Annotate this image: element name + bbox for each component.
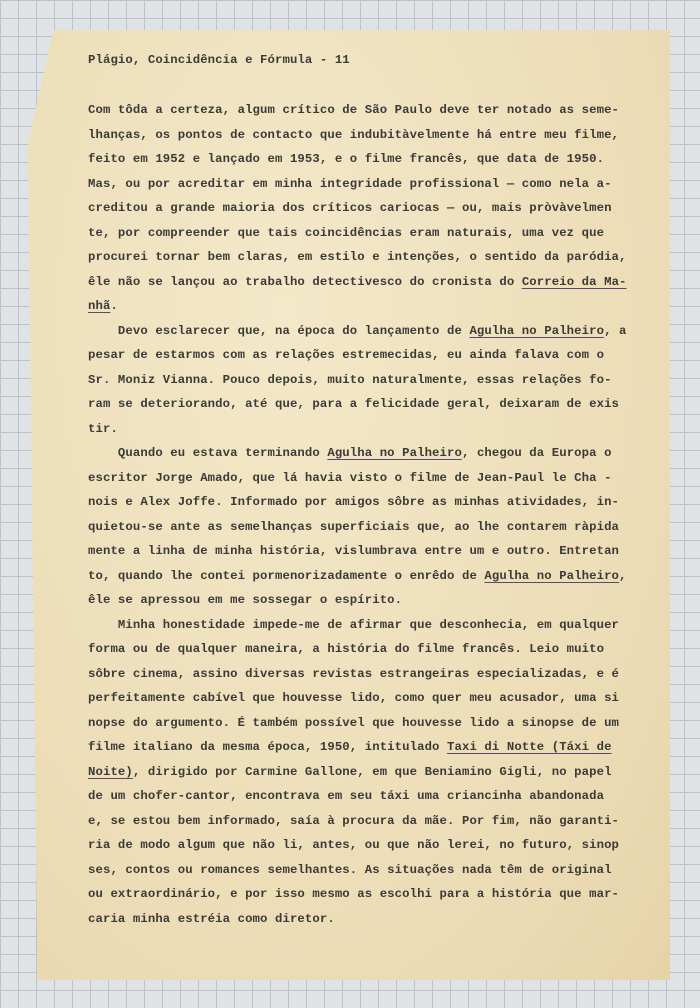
text-segment: . (110, 299, 118, 313)
text-line (88, 319, 640, 344)
text-line (88, 368, 640, 393)
text-segment: e, se estou bem informado, saía à procura da mãe. Por fim, não garanti- (88, 813, 620, 828)
underlined-title: Agulha no Palheiro (484, 568, 620, 583)
text-line (88, 417, 640, 442)
text-line (88, 588, 640, 613)
text-line (88, 441, 640, 466)
text-line (88, 221, 640, 246)
text-segment: pesar de estarmos com as relações estremecidas, eu ainda falava com o (88, 348, 605, 362)
text-segment: Sr. Moniz Vianna. Pouco depois, muito naturalmente, essas relações fo- (88, 372, 612, 387)
text-segment: ram se deteriorando, até que, para a felicidade geral, deixaram de exis (88, 397, 620, 411)
text-segment: de um chofer-cantor, encontrava em seu táxi uma criancinha abandonada (88, 789, 605, 803)
text-line (88, 882, 640, 907)
text-line (88, 784, 640, 809)
text-line (88, 98, 640, 123)
text-line (88, 686, 640, 711)
text-segment: te, por compreender que tais coincidências eram naturais, uma vez que (88, 225, 605, 240)
text-segment: Devo esclarecer que, na época do lançamento de (88, 323, 470, 338)
text-segment: Mas, ou por acreditar em minha integridade profissional — como nela a- (88, 176, 612, 191)
text-line (88, 392, 640, 417)
text-segment: sôbre cinema, assino diversas revistas estrangeiras especializadas, e é (88, 666, 620, 681)
text-segment: mente a linha de minha história, vislumbrava entre um e outro. Entretan (88, 544, 620, 558)
text-line (88, 147, 640, 172)
underlined-title: nhã (88, 299, 111, 313)
body-lines (88, 98, 640, 931)
text-line (88, 490, 640, 515)
text-line (88, 539, 640, 564)
text-segment: feito em 1952 e lançado em 1953, e o filme francês, que data de 1950. (88, 152, 605, 166)
text-line (88, 196, 640, 221)
text-line (88, 735, 640, 760)
text-segment: Com tôda a certeza, algum crítico de São Paulo deve ter notado as seme- (88, 103, 620, 117)
page-header: Plágio, Coincidência e Fórmula - 11 (88, 53, 350, 67)
text-segment: forma ou de qualquer maneira, a história do filme francês. Leio muito (88, 642, 605, 656)
text-segment: nopse do argumento. É também possível que houvesse lido a sinopse de um (88, 715, 620, 730)
text-line (88, 662, 640, 687)
underlined-title: Agulha no Palheiro (469, 323, 605, 338)
underlined-title: Noite) (88, 764, 133, 779)
underlined-title: Agulha no Palheiro (327, 446, 462, 460)
text-line (88, 833, 640, 858)
text-segment: êle se apressou em me sossegar o espírito. (88, 593, 403, 607)
text-line (88, 515, 640, 540)
text-line (88, 294, 640, 319)
text-line (88, 245, 640, 270)
text-segment: procurei tornar bem claras, em estilo e intenções, o sentido da paródia, (88, 250, 627, 264)
underlined-title: Correio da Ma- (521, 274, 627, 289)
text-line (88, 172, 640, 197)
text-line (88, 907, 640, 932)
text-line (88, 637, 640, 662)
text-line (88, 760, 640, 785)
text-line (88, 123, 640, 148)
underlined-title: Taxi di Notte (Táxi de (447, 740, 612, 754)
text-segment: nois e Alex Joffe. Informado por amigos sôbre as minhas atividades, in- (88, 495, 620, 509)
text-line (88, 809, 640, 834)
text-segment: Quando eu estava terminando (88, 446, 328, 460)
text-line (88, 343, 640, 368)
text-segment: escritor Jorge Amado, que lá havia visto o filme de Jean-Paul le Cha - (88, 470, 612, 485)
text-segment: ses, contos ou romances semelhantes. As situações nada têm de original (88, 862, 612, 877)
text-segment: , (619, 568, 627, 583)
text-segment: caria minha estréia como diretor. (88, 911, 335, 926)
text-segment: , chegou da Europa o (461, 446, 612, 460)
text-line (88, 466, 640, 491)
text-segment: to, quando lhe contei pormenorizadamente o enrêdo de (88, 568, 485, 583)
text-segment: , a (604, 323, 627, 338)
text-segment: , dirigido por Carmine Gallone, em que Beniamino Gigli, no papel (132, 764, 612, 779)
text-segment: filme italiano da mesma época, 1950, intitulado (88, 740, 448, 754)
text-line (88, 270, 640, 295)
typed-text-block (88, 48, 640, 931)
text-segment: tir. (88, 421, 118, 436)
text-line (88, 613, 640, 638)
text-segment: perfeitamente cabível que houvesse lido, como quer meu acusador, uma si (88, 691, 620, 705)
text-segment: quietou-se ante as semelhanças superficiais que, ao lhe contarem ràpida (88, 519, 620, 534)
text-segment: creditou a grande maioria dos críticos cariocas — ou, mais pròvàvelmen (88, 201, 612, 215)
text-segment: êle não se lançou ao trabalho detectivesco do cronista do (88, 274, 522, 289)
text-line (88, 564, 640, 589)
text-segment: ou extraordinário, e por isso mesmo as escolhi para a história que mar- (88, 887, 620, 901)
text-segment: lhanças, os pontos de contacto que indubitàvelmente há entre meu filme, (88, 127, 620, 142)
text-segment: Minha honestidade impede-me de afirmar que desconhecia, em qualquer (88, 617, 620, 632)
text-line (88, 711, 640, 736)
text-segment: ria de modo algum que não li, antes, ou que não lerei, no futuro, sinop (88, 838, 620, 852)
text-line (88, 858, 640, 883)
